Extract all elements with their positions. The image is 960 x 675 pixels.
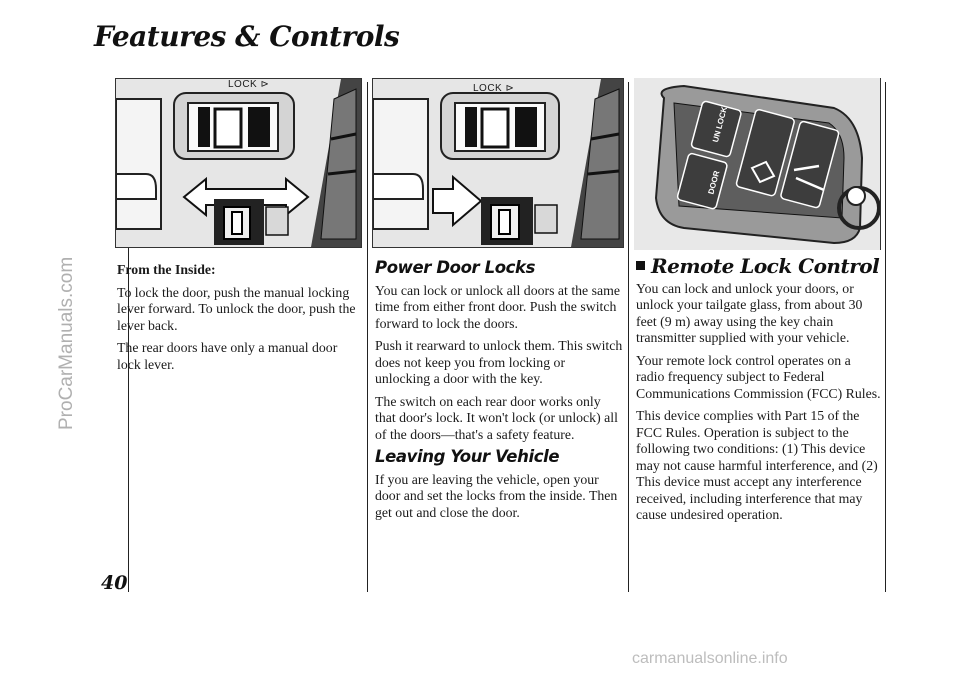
paragraph: The rear doors have only a manual door lock lever. [117, 340, 338, 372]
paragraph: Your remote lock control operates on a radio frequency subject to Federal Communications Commission (FCC) Rules. [636, 352, 881, 401]
column-remote-lock [636, 254, 882, 530]
column-manual-lock [117, 262, 359, 379]
paragraph: The switch on each rear door works only that door's lock. It won't lock (or unlock) all of the doors—that's a safety feature. [375, 393, 618, 442]
bullet-icon [636, 261, 645, 270]
column-divider-2 [628, 82, 629, 592]
bottom-watermark: carmanualsonline.info [632, 650, 788, 667]
paragraph: You can lock and unlock your doors, or unlock your tailgate glass, from about 30 feet (9 m) away using the key chain transmitter supplied with your vehicle. [636, 280, 863, 345]
power-lock-switch-drawing [373, 79, 623, 247]
key-fob-drawing [634, 78, 880, 250]
subheading-from-inside: From the Inside: [117, 262, 216, 277]
column-power-locks [375, 260, 623, 527]
unlock-button-label: UN LOCK [710, 105, 730, 144]
paragraph: You can lock or unlock all doors at the same time from either front door. Push the switch forward to lock the doors. [375, 282, 620, 331]
lock-label: LOCK ⊳ [473, 83, 515, 94]
side-watermark: ProCarManuals.com [56, 256, 77, 430]
page-number: 40 [101, 572, 128, 594]
paragraph: If you are leaving the vehicle, open your door and set the locks from the inside. Then get out and close the door. [375, 471, 618, 520]
heading-power-door-locks: Power Door Locks [375, 258, 536, 277]
paragraph: To lock the door, push the manual locking lever forward. To unlock the door, push the lever back. [117, 284, 356, 333]
paragraph: Push it rearward to unlock them. This switch does not keep you from locking or unlocking a door with the key. [375, 338, 623, 386]
paragraph: This device complies with Part 15 of the FCC Rules. Operation is subject to the following two conditions: (1) This device may not cause harmful interference, and (2) This device must accept any interference received, including interference that may cause undesired operation. [636, 408, 878, 522]
heading-remote-lock-control [636, 254, 882, 278]
manual-lock-lever-drawing [116, 79, 361, 247]
column-divider-1 [367, 82, 368, 592]
right-margin-rule [885, 82, 886, 592]
heading-leaving-vehicle: Leaving Your Vehicle [375, 447, 560, 466]
heading-text: Remote Lock Control [651, 254, 880, 278]
page-title: Features & Controls [94, 20, 400, 53]
key-fob-illustration [634, 78, 881, 250]
lock-label: LOCK ⊳ [228, 79, 270, 90]
manual-lock-lever-illustration [115, 78, 362, 248]
door-button-label: DOOR [706, 169, 722, 196]
power-lock-switch-illustration [372, 78, 624, 248]
